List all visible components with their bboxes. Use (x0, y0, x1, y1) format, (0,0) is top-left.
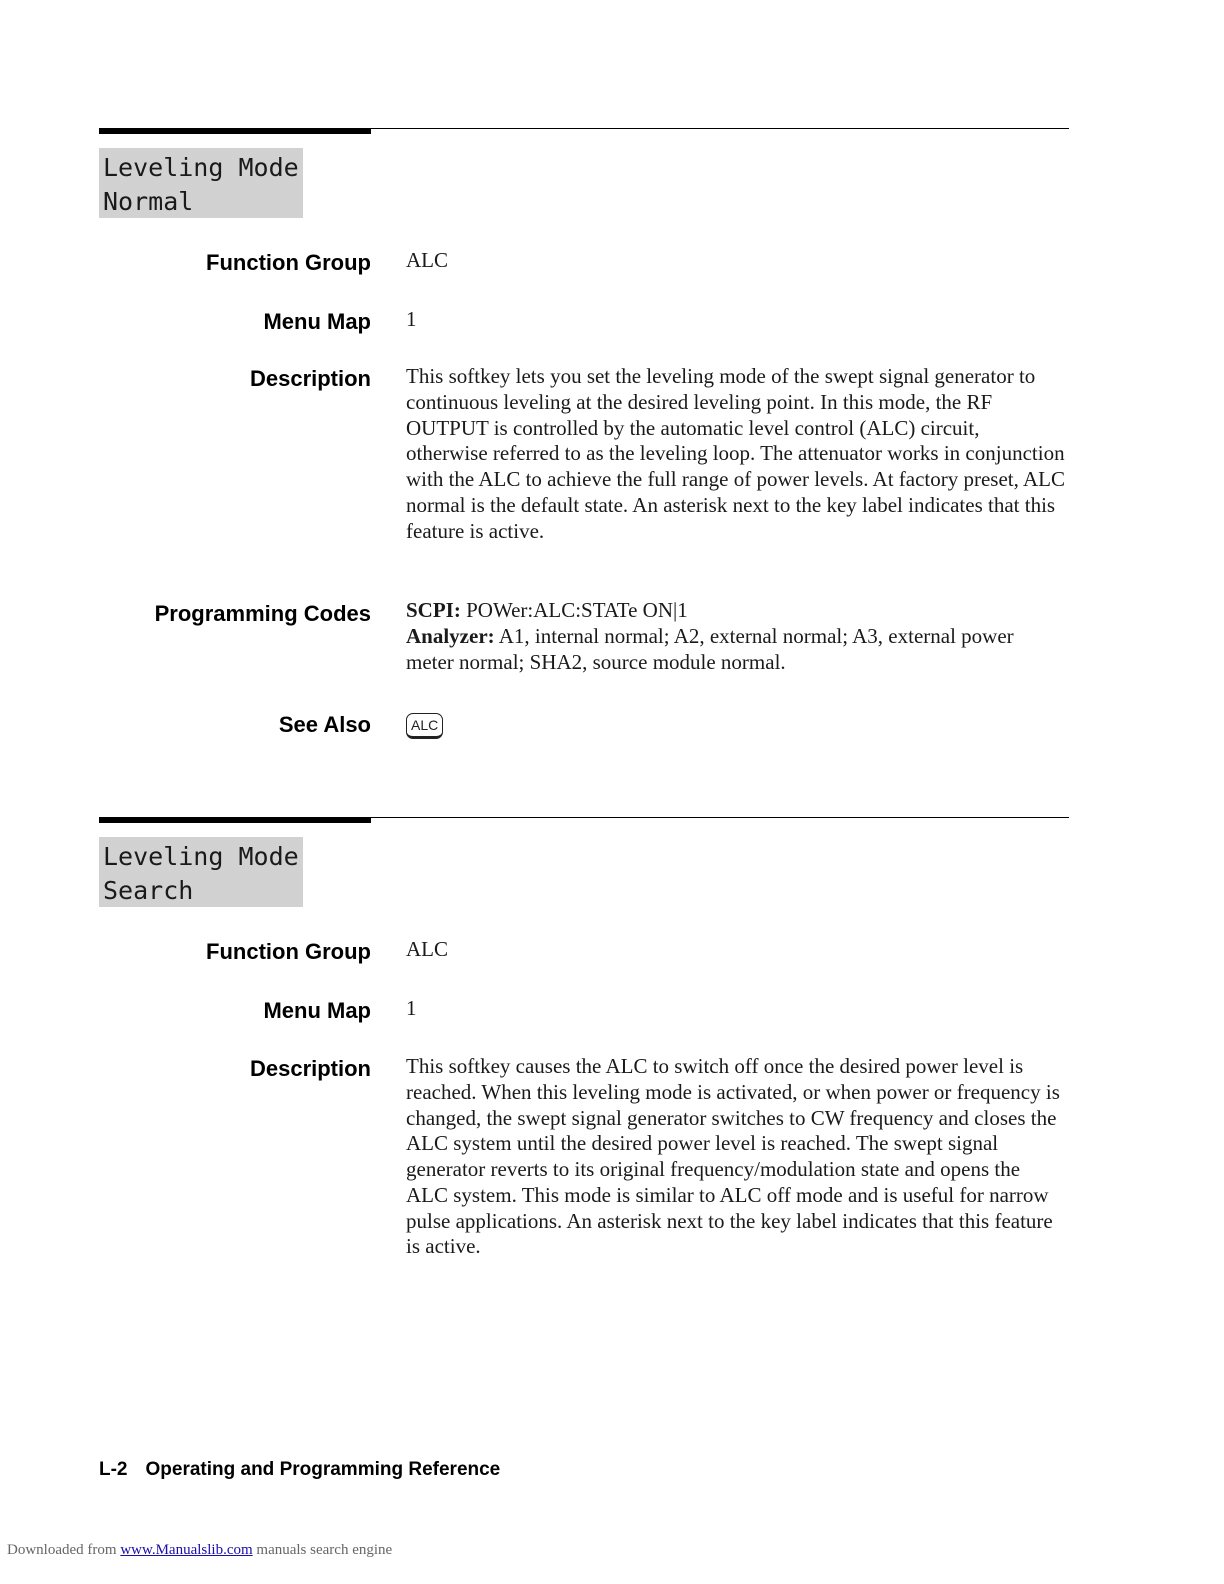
scpi-label: SCPI: (406, 598, 461, 622)
analyzer-label: Analyzer: (406, 623, 495, 648)
download-prefix: Downloaded from (7, 1542, 117, 1558)
see-also-value (406, 711, 1066, 739)
footer-title: Operating and Programming Reference (145, 1459, 501, 1480)
softkey-leveling-mode-search (99, 837, 303, 907)
softkey-line: Leveling Mode (103, 153, 299, 182)
section-divider (99, 817, 1069, 823)
description-label: Description (249, 366, 371, 391)
see-also-label: See Also (278, 712, 371, 737)
function-group-value: ALC (406, 937, 448, 961)
function-group-label: Function Group (206, 250, 371, 275)
manualslib-link[interactable]: www.Manualslib.com (120, 1542, 253, 1558)
menu-map-value: 1 (406, 307, 417, 331)
softkey-leveling-mode-normal (99, 148, 303, 218)
page-number: L-2 (99, 1459, 128, 1480)
softkey-line: Leveling Mode (103, 842, 299, 871)
function-group-label: Function Group (206, 939, 371, 964)
description-text: This softkey causes the ALC to switch off once the desired power level is reached. When this leveling mode is activated, or when power or frequency is changed, the swept signal generator switches to CW frequency and closes the ALC system until the desired power level is reached. The swept signal generator reverts to its original frequency/modulation state and opens the ALC system. This mode is similar to ALC off mode and is useful for narrow pulse applications. An asterisk next to the key label indicates that this feature is active. (406, 1054, 1060, 1259)
softkey-line: Search (103, 876, 194, 905)
description-text: This softkey lets you set the leveling mode of the swept signal generator to continuous leveling at the desired leveling point. In this mode, the RF OUTPUT is controlled by the automatic level control (ALC) circuit, otherwise referred to as the leveling loop. The attenuator works in conjunction with the ALC to achieve the full range of power levels. At factory preset, ALC normal is the default state. An asterisk next to the key label indicates that this feature is active. (406, 364, 1065, 543)
description-label: Description (249, 1056, 371, 1081)
menu-map-label: Menu Map (263, 998, 371, 1023)
section-divider (99, 128, 1069, 134)
programming-codes-value (406, 598, 1066, 675)
menu-map-label: Menu Map (263, 309, 371, 334)
softkey-line: Normal (103, 187, 194, 216)
download-suffix: manuals search engine (256, 1542, 393, 1558)
download-note (7, 1542, 392, 1559)
alc-hardkey: ALC (406, 713, 443, 739)
scpi-code: POWer:ALC:STATe ON|1 (466, 598, 688, 622)
analyzer-code: A1, internal normal; A2, external normal; A3, external power meter normal; SHA2, source module normal. (406, 623, 1014, 674)
function-group-value: ALC (406, 248, 448, 272)
page-footer (99, 1459, 500, 1481)
programming-codes-label: Programming Codes (154, 601, 371, 626)
menu-map-value: 1 (406, 996, 417, 1020)
